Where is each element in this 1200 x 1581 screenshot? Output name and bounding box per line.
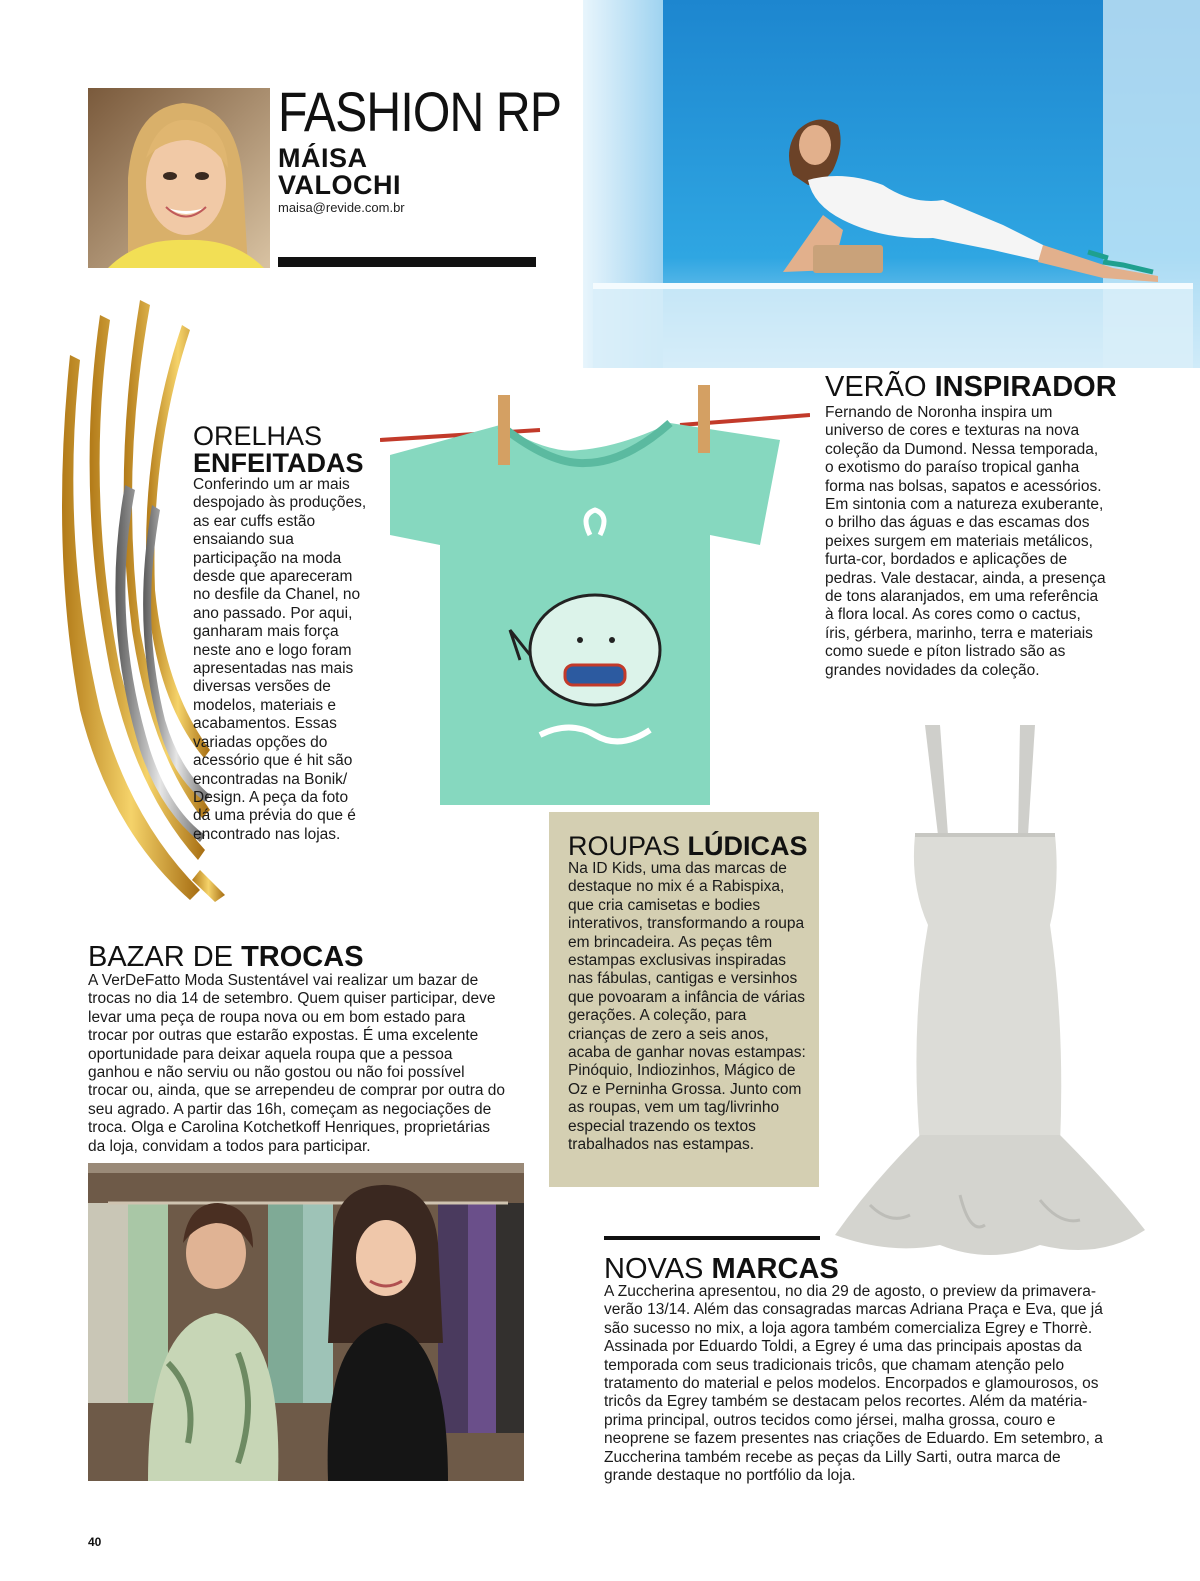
title-bold: ENFEITADAS	[193, 448, 364, 478]
section-body-verao: Fernando de Noronha inspira um universo de cores e texturas na nova coleção da Dumond. Nessa temporada, o exotismo do paraíso tropical ganha forma nas bolsas, sapatos e acessórios. Em sintonia com a natureza exuberante, o brilho das águas e das escamas dos peixes surgem em materiais metálicos, furta-cor, bordados e aplicações de pedras. Vale destacar, ainda, a presença de tons alaranjados, em uma referência à flora local. As cores como o cactus, íris, gérbera, marinho, terra e materiais como suede e píton listrado são as grandes novidades da coleção.	[825, 404, 1106, 679]
title-light: ROUPAS	[568, 831, 681, 861]
header-rule	[278, 257, 536, 267]
section-body-orelhas: Conferindo um ar mais despojado às produções, as ear cuffs estão ensaiando sua participação na moda desde que apareceram no desfile da Chanel, no ano passado. Por aqui, ganharam mais força neste ano e logo foram apresentadas nas mais diversas versões de modelos, materiais e acabamentos. Essas variadas opções do acessório que é hit são encontradas na Bonik/ Design. A peça da foto dá uma prévia do que é encontrado nas lojas.	[193, 476, 367, 843]
author-name	[278, 145, 401, 199]
section-body-novas: A Zuccherina apresentou, no dia 29 de agosto, o preview da primavera-verão 13/14. Além das consagradas marcas Adriana Praça e Eva, que já são sucesso no mix, a loja agora também comercializa Egrey e Thorrè. Assinada por Eduardo Toldi, a Egrey é uma das principais apostas da temporada com seus tradicionais tricôs, que chamam atenção pelo tratamento do material e pelos modelos. Encorpados e glamourosos, os tricôs da Egrey também se destacam pelos recortes. Além da matéria-prima principal, outros tecidos como jérsei, malha grossa, couro e neoprene se fazem presentes nas criações de Eduardo. Em setembro, a Zuccherina também recebe as peças da Lilly Sarti, outra marca de grande destaque no portfólio da loja.	[604, 1283, 1103, 1485]
title-light: NOVAS	[604, 1253, 704, 1285]
title-light: ORELHAS	[193, 421, 323, 451]
column-title: FASHION RP	[278, 80, 562, 143]
section-title-novas	[604, 1254, 839, 1284]
author-last-name: VALOCHI	[278, 170, 401, 200]
title-bold: TROCAS	[241, 941, 364, 973]
section-title-orelhas	[193, 423, 364, 477]
title-light: VERÃO	[825, 371, 927, 403]
author-first-name: MÁISA	[278, 143, 368, 173]
section-body-roupas: Na ID Kids, uma das marcas de destaque no mix é a Rabispixa, que cria camisetas e bodies interativos, transformando a roupa em brincadeira. As peças têm estampas exclusivas inspiradas nas fábulas, cantigas e versinhos que povoaram a infância de várias gerações. A coleção, para crianças de zero a seis anos, acaba de ganhar novas estampas: Pinóquio, Indiozinhos, Mágico de Oz e Perninha Grossa. Junto com as roupas, vem um tag/livrinho especial trazendo os textos trabalhados nas estampas.	[568, 860, 806, 1154]
section-body-bazar: A VerDeFatto Moda Sustentável vai realizar um bazar de trocas no dia 14 de setembro. Quem quiser participar, deve levar uma peça de roupa nova ou em bom estado para trocar por outras que estarão expostas. É uma excelente oportunidade para deixar aquela roupa que a pessoa ganhou e não serviu ou não gostou ou não foi possível trocar ou, ainda, que se arrependeu de comprar por outra do seu agrado. A partir das 16h, começam as negociações de troca. Olga e Carolina Kotchetkoff Henriques, proprietárias da loja, convidam a todos para participar.	[88, 972, 506, 1155]
novas-rule	[604, 1236, 820, 1240]
title-bold: MARCAS	[711, 1253, 839, 1285]
page-number: 40	[88, 1535, 102, 1549]
author-email[interactable]: maisa@revide.com.br	[278, 200, 405, 215]
tshirt-photo	[380, 385, 810, 825]
title-bold: INSPIRADOR	[934, 371, 1117, 403]
title-light: BAZAR DE	[88, 941, 234, 973]
title-bold: LÚDICAS	[687, 831, 808, 861]
section-title-roupas	[568, 832, 808, 860]
columnist-photo	[88, 88, 270, 268]
section-title-bazar	[88, 942, 364, 972]
store-owners-photo	[88, 1163, 524, 1481]
section-title-verao	[825, 372, 1117, 402]
hero-photo	[583, 0, 1200, 368]
dress-photo	[830, 725, 1150, 1265]
